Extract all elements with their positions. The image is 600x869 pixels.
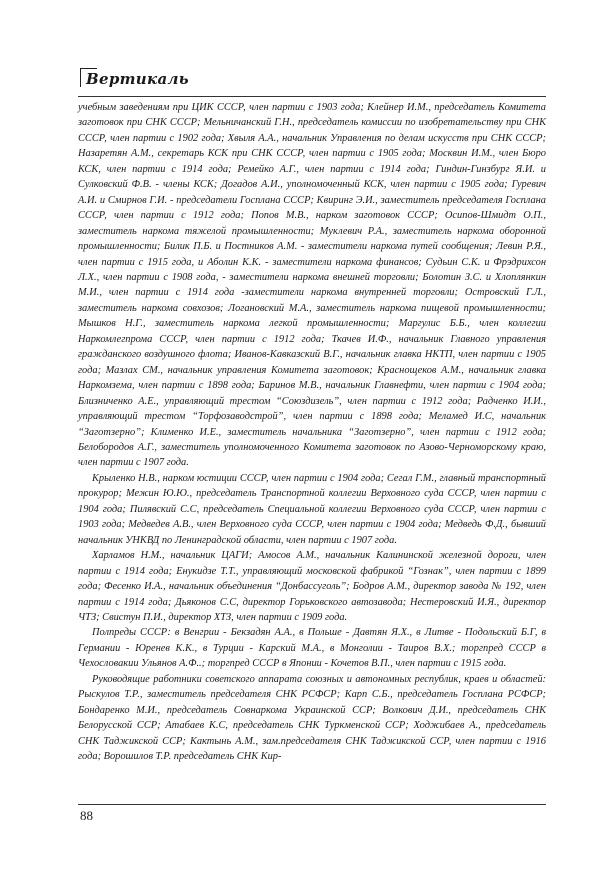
page-number: 88 xyxy=(80,808,93,823)
running-header xyxy=(80,62,548,96)
logo-text: Вертикаль xyxy=(86,70,189,88)
paragraph: Руководящие работники советского аппарата союзных и автономных республик, краев и областей: Рыскулов Т.Р., заместитель председателя СНК РСФСР; Карп С.Б., председатель Госплана РСФСР; Бондаренко М.И., председатель Совнаркома Украинской ССР; Волкович Д.И., председатель СНК Белорусской ССР; Атабаев К.С, председатель СНК Туркменской ССР; Ходжибаев А., председатель СНК Таджикской ССР; Кактынь А.М., зам.председателя СНК Таджикской ССР, член партии с 1916 года; Ворошилов Т.Р. председатель СНК Кир- xyxy=(78,673,546,763)
footer-rule xyxy=(78,804,546,805)
paragraph-continued: учебным заведениям при ЦИК СССР, член партии с 1903 года; Клейнер И.М., председатель Комитета заготовок при СНК СССР; Мельничанский Г.Н., председатель комиссии по изобретательству при СНК СССР, член партии с 1902 года; Хвыля А.А., начальник Управления по делам искусств при СНК СССР; Назаретян А.М., секретарь КСК при СНК СССР, член партии с 1905 года; Москвин И.М., член Бюро КСК, член партии с 1914 года; Ремейко А.Г., член партии с 1914 года; Гиндин-Гинзбург Я.И. и Сулковский Ф.В. - члены КСК; Догадов А.И., уполномоченный КСК, член партии с 1905 года; Гуревич А.И. и Смирнов Г.И. - председатели Госплана СССР; Квиринг Э.И., заместитель председателя Госплана СССР, член партии с 1912 года; Попов М.В., нарком заготовок СССР; Осипов-Шмидт О.П., заместитель наркома тяжелой промышленности; Муклевич Р.А., заместитель наркома оборонной промышленности; Билик П.Б. и Постников А.М. - заместители наркома путей сообщения; Левин Р.Я., член партии с 1915 года, и Аболин К.К. - заместители наркома финансов; Судьин С.К. и Фрэдрихсон Л.Х., член партии с 1908 года, - заместители наркома внешней торговли; Болотин З.С. и Хлоплянкин М.И., член партии с 1914 года -заместители наркома внутренней торговли; Островский Г.Л., заместитель наркома совхозов; Логановский М.А., заместитель наркома пищевой промышленности; Мышков Н.Г., заместитель наркома легкой промышленности; Маргулис Б.Б., член коллегии Наркомлегпрома СССР, член партии с 1912 года; Ткачев И.Ф., начальник Главного управления гражданского воздушного флота; Иванов-Кавказский В.Г., начальник главка НКТП, член партии с 1905 года; Мазлах СМ., начальник управления Комитета заготовок; Краснощеков А.М., начальник главка Наркомзема, член партии с 1898 года; Баринов М.В., начальник Главнефти, член партии с 1904 года; Близниченко А.Е., управляющий трестом “Союздизель”, член партии с 1912 года; Радченко И.И., управляющий трестом “Торфозаводстрой”, член партии с 1898 года; Меламед И.С, начальник “Заготзерно”; Клименко И.Е., заместитель начальника “Заготзерно”, член партии с 1912 года; Белобородов А.Г., заместитель уполномоченного Комитета заготовок по Азово-Черноморскому краю, член партии с 1907 года. xyxy=(78,102,546,469)
body-text xyxy=(78,100,546,764)
header-rule xyxy=(78,96,546,97)
paragraph: Полпреды СССР: в Венгрии - Бекзадян А.А., в Польше - Давтян Я.Х., в Литве - Подольский Б.Г, в Германии - Юренев К.К., в Турции - Карский М.А., в Монголии - Таиров В.Х.; торгпред СССР в Чехословакии Ульянов А.Ф..; торгпред СССР в Японии - Кочетов В.П., член партии с 1915 года. xyxy=(78,627,546,670)
paragraph: Харламов Н.М., начальник ЦАГИ; Амосов А.М., начальник Калининской железной дороги, член партии с 1914 года; Енукидзе Т.Т., управляющий московской фабрикой “Гознак”, член партии с 1899 года; Фесенко И.А., начальник объединения “Донбассуголь”; Бодров А.М., директор завода № 192, член партии с 1914 года; Дьяконов С.С, директор Горьковского автозавода; Нестеровский И.Я., директор ЧТЗ; Свистун П.И., директор ХТЗ, член партии с 1909 года. xyxy=(78,550,546,623)
paragraph: Крыленко Н.В., нарком юстиции СССР, член партии с 1904 года; Сегал Г.М., главный транспортный прокурор; Межин Ю.Ю., председатель Транспортной коллегии Верховного суда СССР, член партии с 1904 года; Пилявский С.С, председатель Специальной коллегии Верховного суда СССР, член партии с 1903 года; Медведев А.В., член Верховного суда СССР, член партии с 1904 года; Медведь Ф.Д., бывший начальник УНКВД по Ленинградской области, член партии с 1907 года. xyxy=(78,472,546,546)
